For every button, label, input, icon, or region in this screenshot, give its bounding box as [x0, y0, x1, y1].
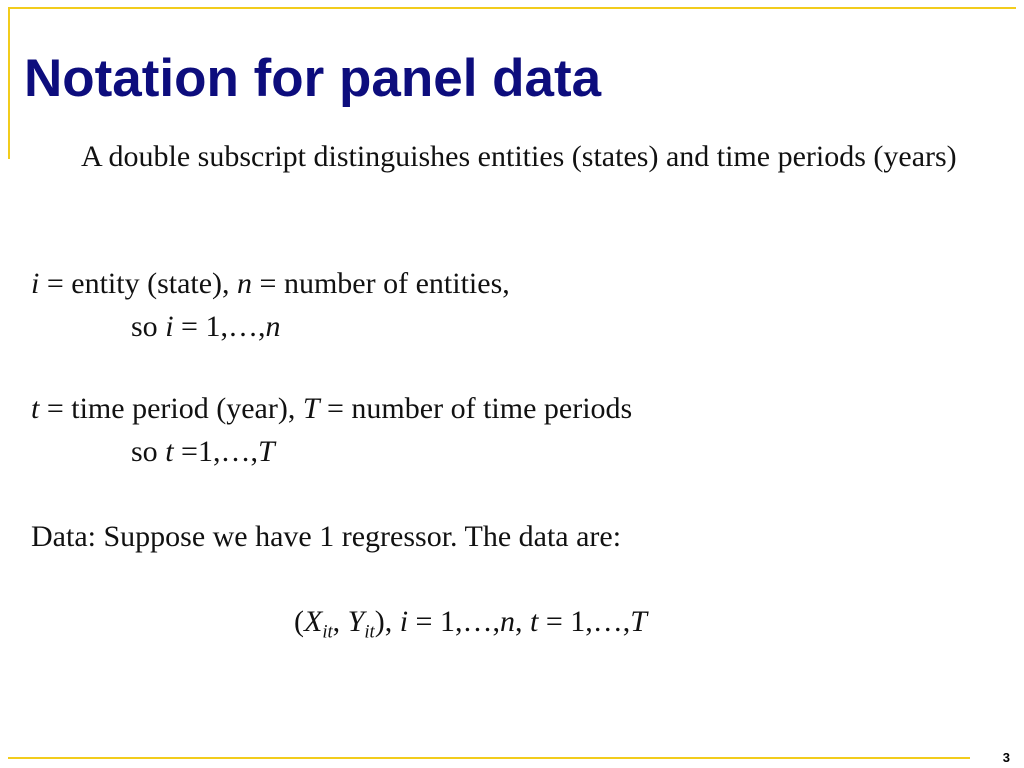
left-accent-line	[8, 7, 10, 159]
slide-title: Notation for panel data	[24, 49, 602, 108]
entity-definition	[31, 265, 510, 303]
range-var-T: T	[257, 435, 275, 468]
range-var-n: n	[265, 310, 281, 343]
time-eq: = time period (year),	[39, 392, 303, 425]
data-formula	[294, 603, 647, 641]
intro-text: A double subscript distinguishes entities (states) and time periods (years)	[81, 140, 957, 173]
var-i: i	[31, 267, 40, 300]
formula-close-paren: ),	[374, 605, 400, 638]
formula-t: t	[529, 605, 539, 638]
bottom-accent-line	[8, 757, 970, 759]
var-T: T	[302, 392, 320, 425]
range-var-t: t	[165, 435, 174, 468]
entity-range	[131, 308, 280, 346]
formula-X: X	[304, 605, 323, 638]
formula-Y: Y	[347, 605, 365, 638]
time-definition	[31, 390, 632, 428]
formula-open-paren: (	[294, 605, 304, 638]
formula-comma-2: ,	[514, 605, 530, 638]
formula-X-subscript: it	[322, 621, 333, 643]
formula-i: i	[399, 605, 409, 638]
formula-i-range: = 1,…,	[408, 605, 500, 638]
var-t: t	[31, 392, 40, 425]
entity-eq: = entity (state),	[39, 267, 238, 300]
page-number: 3	[1002, 750, 1010, 765]
time-count-eq: = number of time periods	[319, 392, 633, 425]
time-so: so	[131, 435, 166, 468]
top-accent-line	[8, 7, 1016, 9]
formula-comma: ,	[332, 605, 348, 638]
formula-n: n	[499, 605, 515, 638]
entity-range-eq: = 1,…,	[173, 310, 266, 343]
formula-T: T	[630, 605, 647, 638]
entity-so: so	[131, 310, 166, 343]
formula-Y-subscript: it	[364, 621, 375, 643]
entity-count-eq: = number of entities,	[252, 267, 510, 300]
formula-t-range: = 1,…,	[538, 605, 631, 638]
time-range	[131, 433, 275, 471]
var-n: n	[237, 267, 253, 300]
range-var-i: i	[165, 310, 174, 343]
time-range-eq: =1,…,	[173, 435, 258, 468]
data-description: Data: Suppose we have 1 regressor. The data are:	[31, 520, 622, 553]
